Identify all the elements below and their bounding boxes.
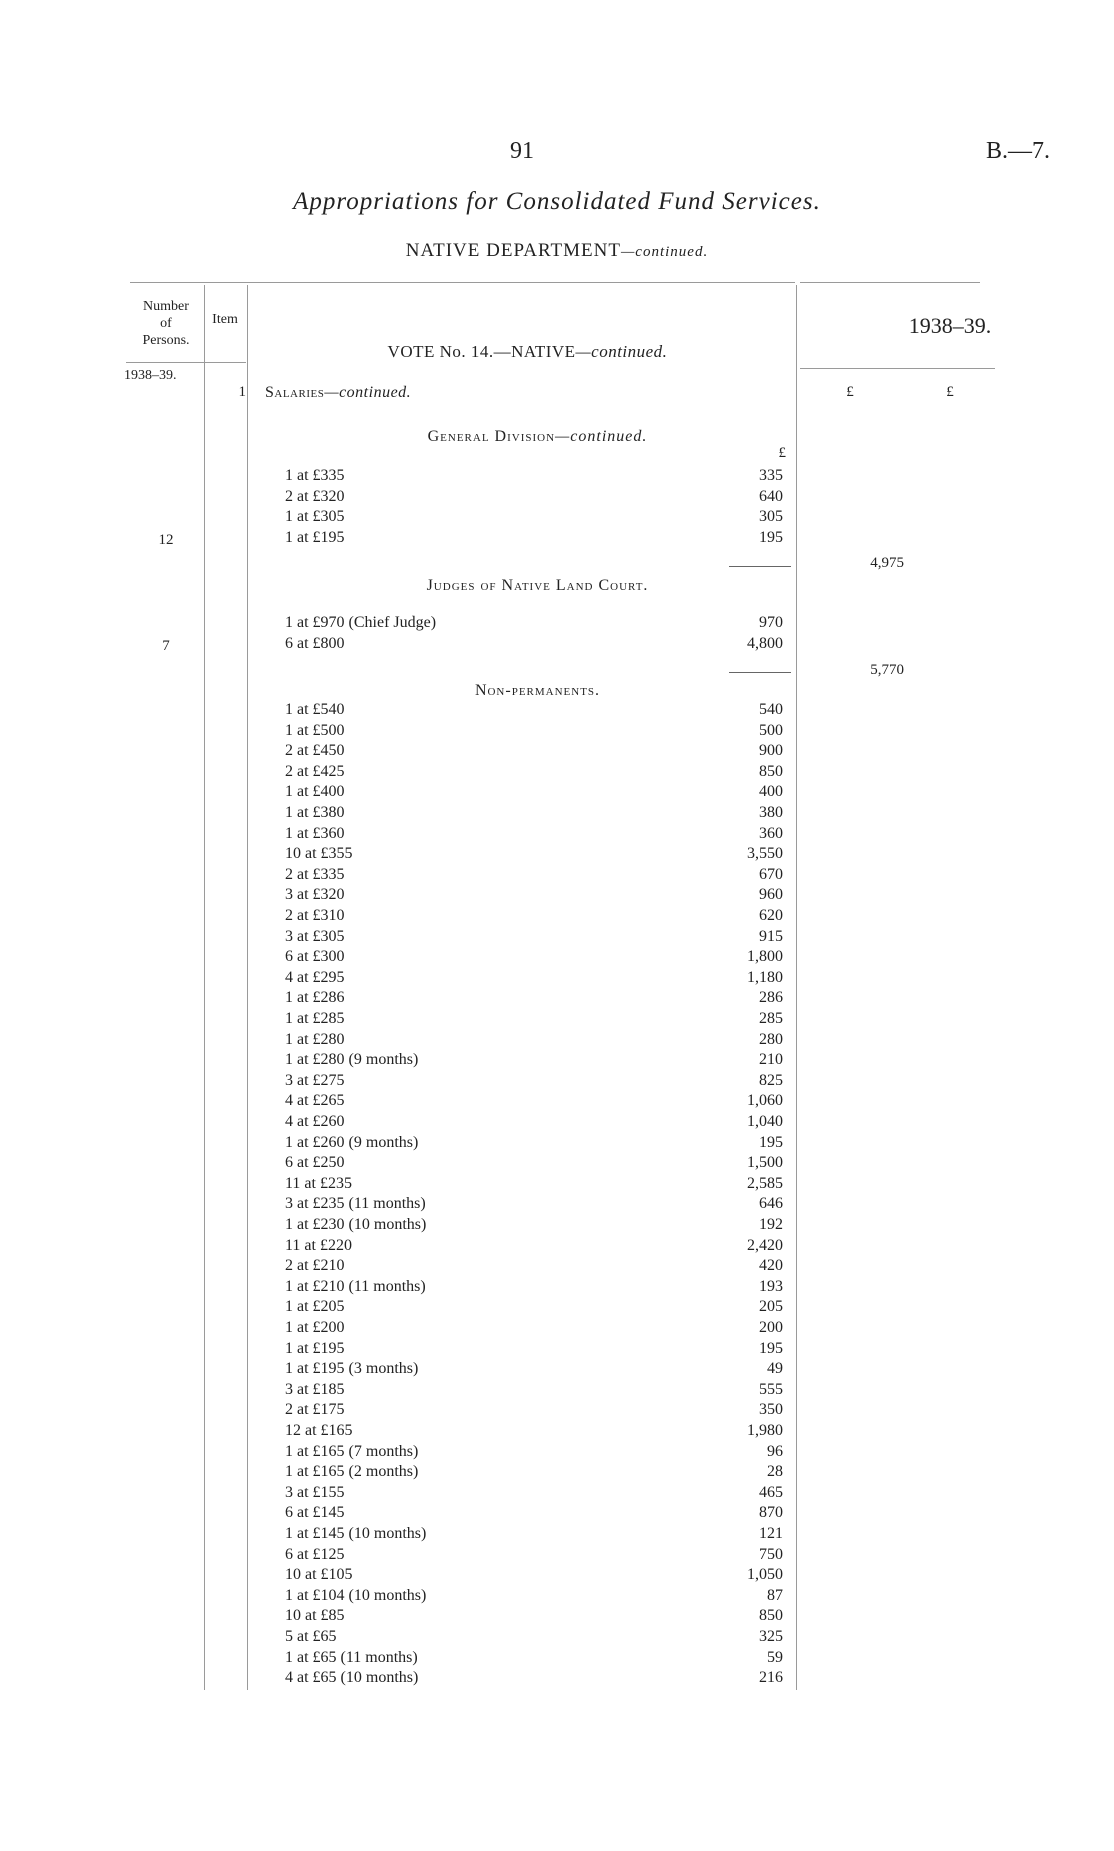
persons-header-line2: of <box>160 316 172 331</box>
row-description: 4 at £260 <box>285 1113 345 1130</box>
row-description: 11 at £220 <box>285 1236 352 1254</box>
row-amount: 325 <box>759 1628 783 1645</box>
row-description: 1 at £165 (7 months) <box>285 1442 419 1460</box>
row-amount: 640 <box>759 487 783 505</box>
persons-year-label: 1938–39. <box>124 368 177 383</box>
table-row <box>285 1153 785 1173</box>
row-amount: 1,050 <box>747 1566 783 1584</box>
table-row <box>285 1236 785 1256</box>
row-description: 1 at £305 <box>285 508 345 525</box>
table-row <box>285 1009 785 1029</box>
pound-sign-column-2: £ <box>946 384 954 400</box>
row-description: 1 at £260 (9 months) <box>285 1133 419 1151</box>
row-amount: 850 <box>759 762 783 780</box>
row-description: 10 at £355 <box>285 845 353 863</box>
table-row <box>285 1359 785 1379</box>
general-division-persons: 12 <box>158 532 174 548</box>
row-description: 11 at £235 <box>285 1174 352 1192</box>
table-top-rule <box>130 282 795 283</box>
vote-suffix: —continued. <box>575 342 668 361</box>
row-description: 1 at £195 (3 months) <box>285 1360 419 1378</box>
vote-title <box>250 342 805 362</box>
table-row <box>285 824 785 844</box>
row-description: 3 at £185 <box>285 1380 345 1398</box>
judges-heading: Judges of Native Land Court. <box>426 577 649 594</box>
row-amount: 465 <box>759 1483 783 1501</box>
table-row <box>285 1297 785 1317</box>
table-row <box>285 1421 785 1441</box>
table-row <box>285 1318 785 1338</box>
section-title <box>0 240 1114 262</box>
table-row <box>285 1503 785 1523</box>
table-row <box>285 1442 785 1462</box>
row-description: 1 at £286 <box>285 989 345 1007</box>
row-description: 1 at £970 (Chief Judge) <box>285 614 437 631</box>
section-name: NATIVE DEPARTMENT <box>405 240 621 261</box>
general-division-total: 4,975 <box>870 555 904 571</box>
table-row <box>285 1565 785 1585</box>
row-description: 1 at £500 <box>285 721 345 739</box>
row-description: 1 at £280 (9 months) <box>285 1051 419 1069</box>
table-row <box>285 803 785 823</box>
row-description: 4 at £295 <box>285 968 345 986</box>
row-description: 1 at £400 <box>285 783 345 801</box>
table-row <box>285 721 785 741</box>
row-description: 1 at £210 (11 months) <box>285 1277 426 1295</box>
row-amount: 200 <box>759 1319 783 1336</box>
row-amount: 2,420 <box>747 1236 783 1254</box>
document-reference: B.—7. <box>985 138 1050 164</box>
year-top-rule <box>800 282 980 283</box>
table-row <box>285 885 785 905</box>
table-row <box>285 1524 785 1544</box>
row-amount: 285 <box>759 1010 783 1027</box>
row-amount: 3,550 <box>747 845 783 863</box>
row-amount: 620 <box>759 907 783 924</box>
row-description: 1 at £360 <box>285 824 345 842</box>
table-row <box>285 762 785 782</box>
table-row <box>285 1194 785 1214</box>
persons-column-header <box>130 298 202 349</box>
row-amount: 970 <box>759 614 783 631</box>
row-description: 6 at £125 <box>285 1545 345 1563</box>
row-amount: 500 <box>759 721 783 739</box>
row-amount: 960 <box>759 886 783 904</box>
row-description: 4 at £65 (10 months) <box>285 1669 419 1687</box>
row-amount: 1,180 <box>747 968 783 986</box>
row-amount: 195 <box>759 528 783 546</box>
judges-persons: 7 <box>162 638 170 654</box>
row-description: 1 at £335 <box>285 467 345 484</box>
row-amount: 900 <box>759 742 783 760</box>
table-row <box>285 1256 785 1276</box>
row-description: 3 at £155 <box>285 1483 345 1501</box>
table-row <box>285 507 785 527</box>
row-amount: 49 <box>767 1360 783 1378</box>
row-description: 2 at £210 <box>285 1257 345 1275</box>
row-description: 3 at £320 <box>285 886 345 904</box>
row-description: 6 at £250 <box>285 1154 345 1172</box>
row-description: 12 at £165 <box>285 1422 353 1439</box>
row-amount: 121 <box>759 1525 783 1542</box>
table-row <box>285 1112 785 1132</box>
row-amount: 205 <box>759 1298 783 1316</box>
persons-column-rule <box>204 285 205 1690</box>
table-row <box>285 947 785 967</box>
table-row <box>285 1545 785 1565</box>
row-amount: 210 <box>759 1051 783 1069</box>
table-row <box>285 1339 785 1359</box>
row-amount: 540 <box>759 701 783 718</box>
table-row <box>285 1174 785 1194</box>
row-description: 2 at £425 <box>285 762 345 780</box>
table-row <box>285 988 785 1008</box>
general-division-heading <box>270 428 805 446</box>
table-row <box>285 844 785 864</box>
row-description: 1 at £280 <box>285 1030 345 1048</box>
table-row <box>285 1071 785 1091</box>
row-description: 1 at £195 <box>285 528 345 546</box>
row-description: 6 at £800 <box>285 634 345 652</box>
table-row <box>285 865 785 885</box>
row-amount: 350 <box>759 1401 783 1419</box>
row-description: 4 at £265 <box>285 1092 345 1110</box>
row-description: 1 at £195 <box>285 1339 345 1357</box>
table-row <box>285 1462 785 1482</box>
item-column-header: Item <box>212 312 238 327</box>
row-amount: 280 <box>759 1030 783 1048</box>
table-row <box>285 1133 785 1153</box>
row-description: 1 at £65 (11 months) <box>285 1648 418 1666</box>
row-amount: 286 <box>759 989 783 1007</box>
table-row <box>285 1030 785 1050</box>
row-amount: 87 <box>767 1586 783 1604</box>
table-row <box>285 927 785 947</box>
table-row <box>285 1648 785 1668</box>
row-description: 1 at £285 <box>285 1010 345 1027</box>
row-description: 1 at £540 <box>285 701 345 718</box>
table-row <box>285 528 785 548</box>
row-description: 1 at £145 (10 months) <box>285 1525 427 1542</box>
row-amount: 750 <box>759 1545 783 1563</box>
salaries-heading <box>265 384 411 402</box>
table-row <box>285 1091 785 1111</box>
table-row <box>285 1627 785 1647</box>
row-description: 5 at £65 <box>285 1628 337 1645</box>
table-row <box>285 906 785 926</box>
table-row <box>285 741 785 761</box>
year-bottom-rule <box>800 368 995 369</box>
judges-total: 5,770 <box>870 662 904 678</box>
row-amount: 915 <box>759 927 783 945</box>
salaries-suffix: —continued. <box>324 384 412 401</box>
table-row <box>285 1668 785 1688</box>
row-amount: 380 <box>759 804 783 821</box>
general-division-total-rule <box>729 566 791 567</box>
table-row <box>285 1277 785 1297</box>
row-description: 1 at £380 <box>285 804 345 821</box>
row-amount: 400 <box>759 783 783 801</box>
table-row <box>285 1606 785 1626</box>
row-amount: 1,800 <box>747 948 783 966</box>
header-bottom-rule <box>126 362 246 363</box>
row-amount: 850 <box>759 1607 783 1625</box>
year-column-header: 1938–39. <box>908 313 992 338</box>
table-row <box>285 1215 785 1235</box>
row-amount: 335 <box>759 467 783 484</box>
non-permanents-heading: Non-permanents. <box>474 682 601 699</box>
page-number: 91 <box>510 138 534 164</box>
row-description: 2 at £310 <box>285 907 345 924</box>
row-description: 6 at £300 <box>285 948 345 966</box>
table-row <box>285 1586 785 1606</box>
row-amount: 360 <box>759 824 783 842</box>
row-amount: 4,800 <box>747 634 783 652</box>
row-description: 6 at £145 <box>285 1504 345 1522</box>
amount-column-rule <box>796 285 797 1690</box>
row-amount: 195 <box>759 1339 783 1357</box>
row-description: 1 at £165 (2 months) <box>285 1463 419 1481</box>
table-row <box>285 782 785 802</box>
row-amount: 825 <box>759 1071 783 1089</box>
vote-name: VOTE No. 14.—NATIVE <box>387 342 576 361</box>
row-amount: 1,060 <box>747 1092 783 1110</box>
row-description: 1 at £205 <box>285 1298 345 1316</box>
table-row <box>285 613 785 633</box>
pound-sign-column-1: £ <box>846 384 854 400</box>
row-description: 2 at £175 <box>285 1401 345 1419</box>
row-amount: 59 <box>767 1648 783 1666</box>
pound-sign-subcolumn: £ <box>778 445 786 461</box>
table-row <box>285 1483 785 1503</box>
row-amount: 1,040 <box>747 1113 783 1130</box>
row-amount: 305 <box>759 508 783 525</box>
table-row <box>285 1050 785 1070</box>
row-amount: 420 <box>759 1257 783 1275</box>
row-description: 1 at £104 (10 months) <box>285 1586 427 1604</box>
row-description: 3 at £235 (11 months) <box>285 1195 426 1213</box>
salaries-label: Salaries <box>265 384 325 401</box>
row-amount: 670 <box>759 865 783 883</box>
row-description: 2 at £320 <box>285 487 345 505</box>
table-row <box>285 487 785 507</box>
row-amount: 192 <box>759 1216 783 1233</box>
row-amount: 870 <box>759 1504 783 1522</box>
row-amount: 555 <box>759 1380 783 1398</box>
row-amount: 195 <box>759 1133 783 1151</box>
item-column-rule <box>247 285 248 1690</box>
row-description: 3 at £275 <box>285 1071 345 1089</box>
persons-header-line3: Persons. <box>142 333 190 348</box>
row-description: 2 at £335 <box>285 865 345 883</box>
table-row <box>285 968 785 988</box>
row-description: 10 at £85 <box>285 1607 345 1625</box>
row-description: 1 at £230 (10 months) <box>285 1216 427 1233</box>
table-row <box>285 466 785 486</box>
row-amount: 1,500 <box>747 1154 783 1172</box>
row-description: 10 at £105 <box>285 1566 353 1584</box>
section-suffix: —continued. <box>620 244 709 260</box>
row-amount: 1,980 <box>747 1422 783 1439</box>
general-division-label: General Division <box>427 428 556 445</box>
table-row <box>285 700 785 720</box>
row-description: 2 at £450 <box>285 742 345 760</box>
page-title: Appropriations for Consolidated Fund Services. <box>293 188 821 215</box>
row-amount: 193 <box>759 1277 783 1295</box>
row-amount: 646 <box>759 1195 783 1213</box>
row-description: 1 at £200 <box>285 1319 345 1336</box>
general-division-suffix: —continued. <box>555 428 648 445</box>
table-row <box>285 1380 785 1400</box>
table-row <box>285 634 785 654</box>
persons-header-line1: Number <box>143 299 189 314</box>
row-amount: 2,585 <box>747 1174 783 1192</box>
table-row <box>285 1400 785 1420</box>
row-amount: 216 <box>759 1669 783 1687</box>
item-number: 1 <box>238 384 246 400</box>
row-amount: 28 <box>767 1463 783 1481</box>
row-description: 3 at £305 <box>285 927 345 945</box>
judges-total-rule <box>729 672 791 673</box>
row-amount: 96 <box>767 1442 783 1460</box>
